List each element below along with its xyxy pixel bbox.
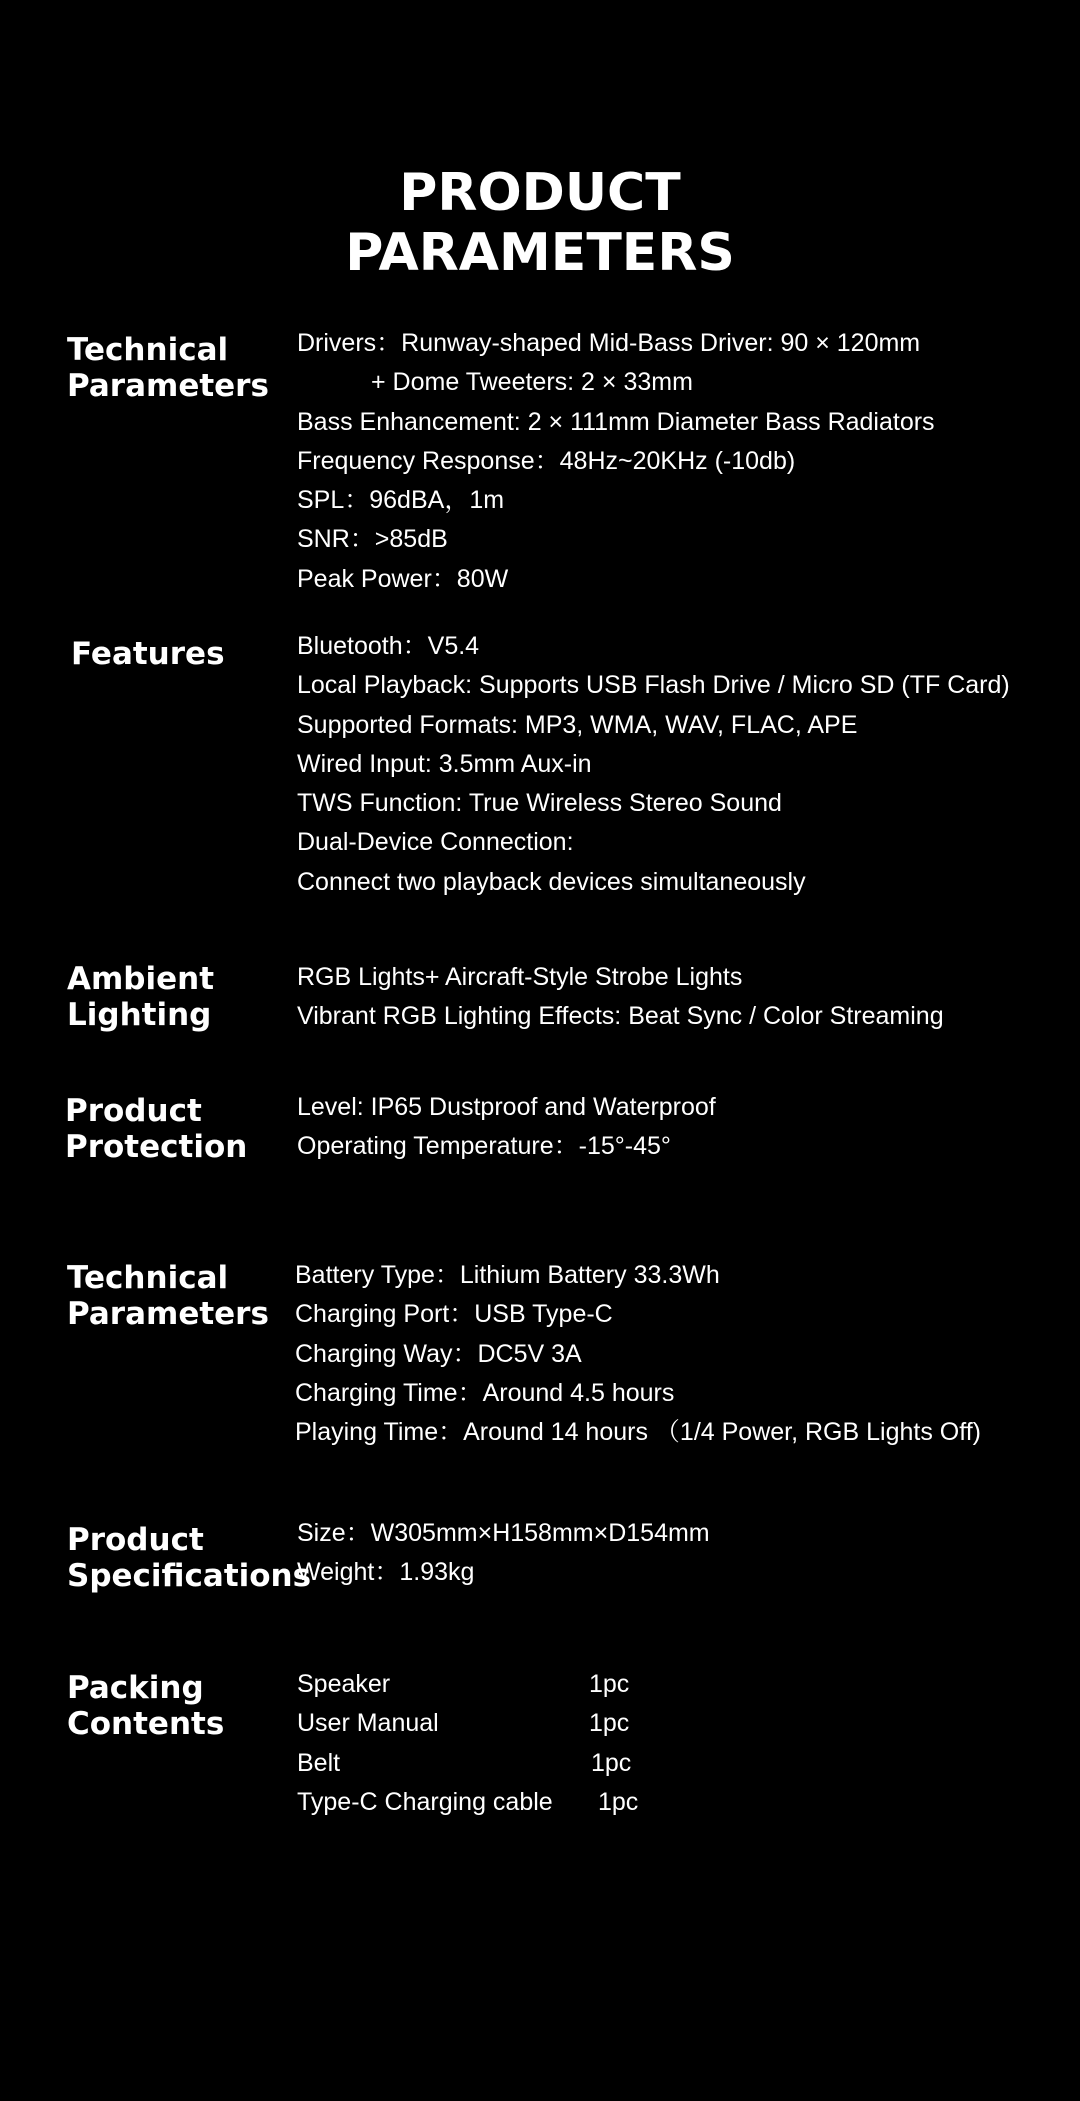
- product-protection-list: [297, 1088, 1057, 1167]
- section-label-line: Product: [67, 1522, 204, 1558]
- spec-line-size: Size：W305mm×H158mm×D154mm: [297, 1519, 710, 1547]
- section-label-packing-contents: [67, 1670, 287, 1742]
- spec-line-spl: SPL：96dBA，1m: [297, 486, 505, 515]
- protection-line-temperature: Operating Temperature：-15°-45°: [297, 1132, 671, 1161]
- product-specifications-list: [297, 1514, 1057, 1593]
- packing-item-name: Speaker: [297, 1670, 391, 1698]
- section-label-product-specifications: [67, 1522, 312, 1594]
- packing-item-name: User Manual: [297, 1709, 439, 1738]
- feature-line-bluetooth: Bluetooth：V5.4: [297, 632, 480, 660]
- page-title: [0, 163, 1080, 283]
- battery-line-charging-time: Charging Time：Around 4.5 hours: [295, 1378, 675, 1407]
- battery-line-charging-port: Charging Port：USB Type-C: [295, 1300, 613, 1329]
- features-list: [297, 627, 1057, 902]
- section-label-line: Technical: [67, 332, 229, 368]
- technical-parameters-list: [297, 324, 1057, 599]
- section-label-line: Protection: [65, 1129, 248, 1165]
- page-title-line-1: PRODUCT: [399, 162, 681, 223]
- feature-line-dual-device: Dual-Device Connection:: [297, 828, 574, 857]
- lighting-line-effects: Vibrant RGB Lighting Effects: Beat Sync / Color Streaming: [297, 1002, 944, 1031]
- spec-line-bass-enhancement: Bass Enhancement: 2 × 111mm Diameter Bass Radiators: [297, 407, 935, 436]
- feature-line-tws: TWS Function: True Wireless Stereo Sound: [297, 789, 782, 818]
- protection-line-level: Level: IP65 Dustproof and Waterproof: [297, 1093, 716, 1121]
- page-title-line-2: PARAMETERS: [345, 222, 735, 283]
- list-item: [297, 1744, 1057, 1783]
- list-item: [297, 1665, 1057, 1704]
- battery-line-type: Battery Type：Lithium Battery 33.3Wh: [295, 1261, 720, 1289]
- spec-line-snr: SNR：>85dB: [297, 525, 448, 554]
- feature-line-dual-device-detail: Connect two playback devices simultaneously: [297, 867, 806, 896]
- section-label-line: Ambient: [67, 961, 215, 997]
- list-item: [297, 1704, 1057, 1743]
- section-label-line: Features: [71, 636, 225, 672]
- section-label-line: Parameters: [67, 1296, 269, 1332]
- section-label-line: Technical: [67, 1260, 229, 1296]
- section-label-line: Product: [65, 1093, 202, 1129]
- packing-item-qty: 1pc: [589, 1709, 630, 1738]
- section-label-line: Parameters: [67, 368, 269, 404]
- battery-line-charging-way: Charging Way：DC5V 3A: [295, 1339, 582, 1368]
- spec-line-drivers: Drivers：Runway-shaped Mid-Bass Driver: 90 × 120mm: [297, 329, 921, 357]
- section-label-technical-parameters: [67, 332, 287, 404]
- list-item: [297, 1783, 1057, 1822]
- spec-line-tweeters: + Dome Tweeters: 2 × 33mm: [371, 368, 693, 397]
- packing-item-name: Type-C Charging cable: [297, 1787, 553, 1816]
- packing-item-qty: 1pc: [598, 1787, 639, 1816]
- section-label-line: Packing: [67, 1670, 204, 1706]
- section-label-line: Contents: [67, 1706, 225, 1742]
- section-label-product-protection: [65, 1093, 285, 1165]
- feature-line-local-playback: Local Playback: Supports USB Flash Drive / Micro SD (TF Card): [297, 671, 1010, 700]
- packing-contents-list: [297, 1665, 1057, 1822]
- packing-item-qty: 1pc: [591, 1748, 632, 1777]
- section-label-technical-parameters-battery: [67, 1260, 287, 1332]
- spec-line-weight: Weight：1.93kg: [297, 1558, 475, 1587]
- section-label-line: Lighting: [67, 997, 212, 1033]
- section-label-features: [71, 636, 291, 672]
- spec-line-frequency-response: Frequency Response：48Hz~20KHz (-10db): [297, 446, 796, 475]
- ambient-lighting-list: [297, 958, 1057, 1037]
- battery-line-playing-time: Playing Time：Around 14 hours （1/4 Power, RGB Lights Off): [295, 1418, 981, 1447]
- section-label-line: Specifications: [67, 1558, 312, 1594]
- battery-parameters-list: [295, 1256, 1055, 1452]
- spec-line-peak-power: Peak Power：80W: [297, 564, 509, 593]
- packing-item-name: Belt: [297, 1748, 341, 1777]
- feature-line-wired-input: Wired Input: 3.5mm Aux-in: [297, 749, 592, 778]
- feature-line-formats: Supported Formats: MP3, WMA, WAV, FLAC, APE: [297, 710, 858, 739]
- packing-item-qty: 1pc: [589, 1670, 630, 1698]
- section-label-ambient-lighting: [67, 961, 287, 1033]
- lighting-line-rgb: RGB Lights+ Aircraft-Style Strobe Lights: [297, 963, 743, 991]
